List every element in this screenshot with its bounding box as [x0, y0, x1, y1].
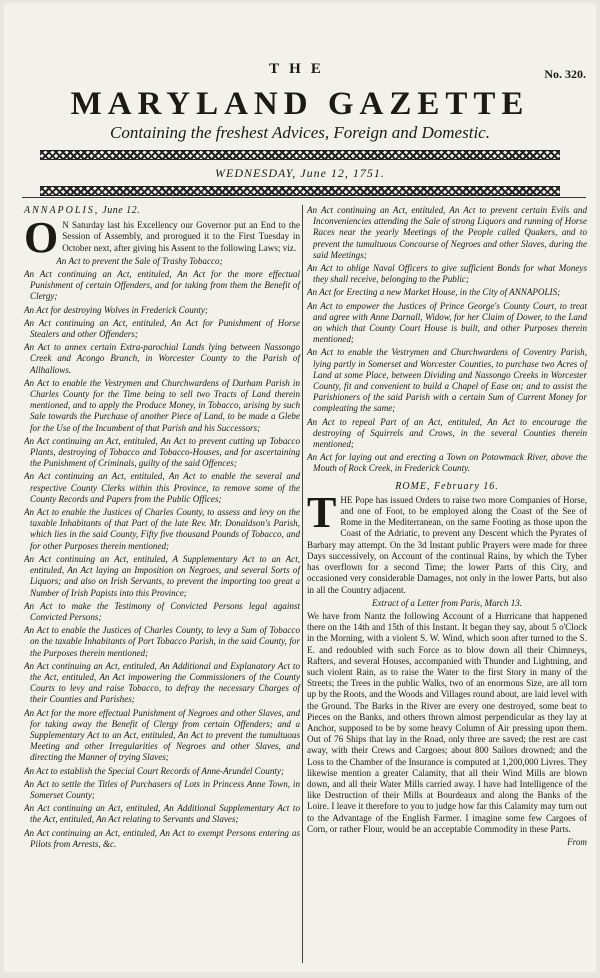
extract-title: Extract of a Letter from Paris, March 13.: [371, 597, 523, 608]
act-item: An Act to enable the Justices of Charles County, to levy a Sum of Tobacco on the taxable Inhabitants of Port Tobacco Parish, in the said County, for the Purposes therein mentioned;: [24, 625, 300, 658]
issue-number: No. 320.: [544, 67, 586, 81]
newspaper-title: MARYLAND GAZETTE: [70, 86, 530, 122]
act-item: An Act continuing an Act, entituled, An Act for the more effectual Punishment of certain Offenders, and for taking from them the Benefit of Clergy;: [24, 269, 300, 302]
rome-place: ROME,: [395, 480, 431, 492]
act-item: An Act to settle the Titles of Purchasers of Lots in Princess Anne Town, in Somerset County;: [24, 778, 300, 800]
dateline-rome: [307, 481, 587, 492]
extract-text: We have from Nantz the following Account of a Hurricane that happened there on the 14th and 15th of this Instant. It began they say, about 5 o'Clock in the Morning, with a violent S. W. Wind, which soon after turned to the S. E. and redoubled with such Force as to blow down all their Chimneys, Rafters, and several Houses, accompanied with Thunder and Lightning, and such violent Rain, as to raise the Water to the first Story in many of the Streets; the Trees in the public Walks, two of an enormous Size, are all torn up by the Roots, and the Woods and Villages round about, are laid level with the Ground. The Barks in the River are every one destroyed, some beat to Pieces on the Banks, and others thrown almost perpendicular as they lay at Anchor, supposed to be by some heavy Column of Air pressing upon them. Out of 76 Ships that lay in the Road, only three are saved; the rest are cast away, with their Crews and Cargoes; about 800 Sailors drowned; and the Loss to the Chamber of the Insurance is computed at 1,200,000 Livres. They likewise mention a greater Calamity, that all their Wind Mills are blown down, and all their Water Mills carried away. I have had Intelligence of the like Destruction of their Mills at Bourdeaux and along the Banks of the Loire. I leave it therefore to you to judge how far this Calamity may turn out to the Advantage of the English Farmer. I imagine some few Cargoes of Corn, or rather Flour, would be an acceptable Commodity in these Parts.: [307, 610, 587, 834]
act-item: An Act for Erecting a new Market House, in the City of ANNAPOLIS;: [307, 287, 561, 298]
intro-text: N Saturday last his Excellency our Governor put an End to the Session of Assembly, and prorogued it to the First Tuesday in October next, after giving his Assent to the following Laws; viz.: [62, 220, 300, 253]
act-item: An Act to repeal Part of an Act, entituled, An Act to encourage the destroying of Squirrels and Crows, in the several Counties therein mentioned;: [307, 416, 587, 450]
masthead-the: THE: [269, 61, 331, 77]
dateline-annapolis: [24, 205, 300, 216]
catchword: From: [567, 836, 587, 847]
right-column: [307, 205, 587, 848]
act-item: An Act for the more effectual Punishment of Negroes and other Slaves, and for taking away the Benefit of Clergy from certain Offenders; and a Supplementary Act to an Act, entituled, An Act to prevent the tumultuous Meeting and other Irregularities of Negroes and other Slaves, and directing the Manner of trying Slaves;: [24, 707, 300, 763]
act-item: An Act to enable the Justices of Charles County, to assess and levy on the taxable Inhabitants of that Part of the late Rev. Mr. Donaldson's Parish, which lies in the said County, Fifty five thousand Pounds of Tobacco, and for other Purposes therein mentioned;: [24, 507, 300, 551]
rome-text: HE Pope has issued Orders to raise two more Companies of Horse, and one of Foot, to be employed along the Coast of the See of Rome in the Mediterranean, on the same Footing as those upon the Coast of the Adriatic, to prevent any Descent which the Pyrates of Barbary may attempt. On the 3d Instant public Prayers were made for three Days successively, on Account of the continual Rains, by which the Tyber has overflown for a second Time; the lower Parts of this City, and occasioned very considerable Damages, not only in the lower Parts, but also in all the Country adjacent.: [307, 494, 587, 595]
act-item: An Act to oblige Naval Officers to give sufficient Bonds for what Moneys they shall receive, belonging to the Public;: [307, 263, 587, 285]
act-item: An Act to annex certain Extra-parochial Lands lying between Nassongo Creek and Acongo Branch, in Worcester County to the Parish of Allhallows.: [24, 342, 300, 375]
dateline-place: ANNAPOLIS,: [24, 205, 100, 216]
drop-cap: O: [24, 213, 59, 263]
act-item: An Act continuing an Act, entituled, An Additional Supplementary Act to the Act, entituled, An Act relating to Servants and Slaves;: [24, 803, 300, 825]
act-item: An Act for laying out and erecting a Town on Potowmack River, above the Mouth of Rock Creek, in Frederick County.: [307, 452, 587, 474]
newspaper-page: [4, 3, 596, 972]
act-item: An Act to empower the Justices of Prince George's County Court, to treat and agree with Anne Darnall, Widow, for her Claim of Dower, to the Land on which that County Court House is built, and other Purposes therein mentioned;: [307, 300, 587, 345]
act-item: An Act to make the Testimony of Convicted Persons legal against Convicted Persons;: [24, 600, 300, 622]
act-item: An Act continuing an Act, entituled, An Act to prevent certain Evils and Inconveniencies attending the Sale of strong Liquors and running of Horse Races near the yearly Meetings of the People called Quakers, and to prevent the tumultuous Concourse of Negroes and other Slaves, during the said Meetings;: [307, 205, 587, 260]
ornamental-border-top: [40, 150, 560, 160]
newspaper-subtitle: Containing the freshest Advices, Foreign and Domestic.: [110, 123, 490, 142]
act-item: An Act to prevent the Sale of Trashy Tobacco;: [56, 255, 223, 266]
left-column: [24, 205, 300, 852]
act-item: An Act continuing an Act, entituled, An Act for Punishment of Horse Stealers and other Offenders;: [24, 317, 300, 340]
act-item: An Act continuing an Act, entituled, An Additional and Explanatory Act to the Act, entituled, An Act impowering the Commissioners of the County Courts to levy and raise Tobacco, to defray the necessary Charges of their Counties and Parishes;: [24, 660, 300, 705]
header-rule: [22, 197, 586, 198]
issue-date: WEDNESDAY, June 12, 1751.: [215, 166, 385, 180]
drop-cap: T: [307, 487, 337, 537]
act-item: An Act continuing an Act, entituled, An Act to exempt Persons entering as Pilots from Arrests, &c.: [24, 827, 300, 849]
rome-paragraph: [307, 487, 587, 596]
act-item: An Act continuing an Act, entituled, An Act to enable the several and respective County Clerks within this Province, to remove some of the County Records and Papers from the Public Offices;: [24, 471, 300, 504]
act-item: An Act to enable the Vestrymen and Churchwardens of Durham Parish in Charles County for the Time being to sell two Tracts of Land therein mentioned, and to apply the Produce Money, in Tobacco, arising by such Sale towards the Purchase of another Piece of Land, to be made a Glebe for the Use of the Incumbent of that Parish and his Successors;: [24, 377, 300, 433]
dateline-date: June 12.: [102, 205, 141, 216]
column-separator: [302, 205, 303, 963]
act-item: An Act continuing an Act, entituled, A Supplementary Act to an Act, entituled, An Act laying an Imposition on Negroes, and several Sorts of Liquors; and also on Irish Servants, to prevent the importing too great a Number of Irish Papists into this Province;: [24, 553, 300, 598]
rome-date: February 16.: [434, 480, 499, 492]
act-item: An Act to establish the Special Court Records of Anne-Arundel County;: [24, 765, 284, 776]
act-item: An Act to enable the Vestrymen and Churchwardens of Coventry Parish, lying partly in Somerset and Worcester Counties, to purchase two Acres of Land at some Place, between Dividing and Nassongo Creeks in Worcester County, fit and convenient to build a Chapel of Ease on; and to assist the Parishioners of the said Parish with a certain Sum of Current Money for compleating the same;: [307, 347, 587, 414]
ornamental-border-bottom: [40, 186, 560, 196]
act-item: An Act for destroying Wolves in Frederick County;: [24, 304, 208, 315]
act-item: An Act continuing an Act, entituled, An Act to prevent cutting up Tobacco Plants, destroying of Tobacco and Tobacco-Houses, and for ascertaining the Punishment of Criminals, guilty of the said Offences;: [24, 435, 300, 469]
